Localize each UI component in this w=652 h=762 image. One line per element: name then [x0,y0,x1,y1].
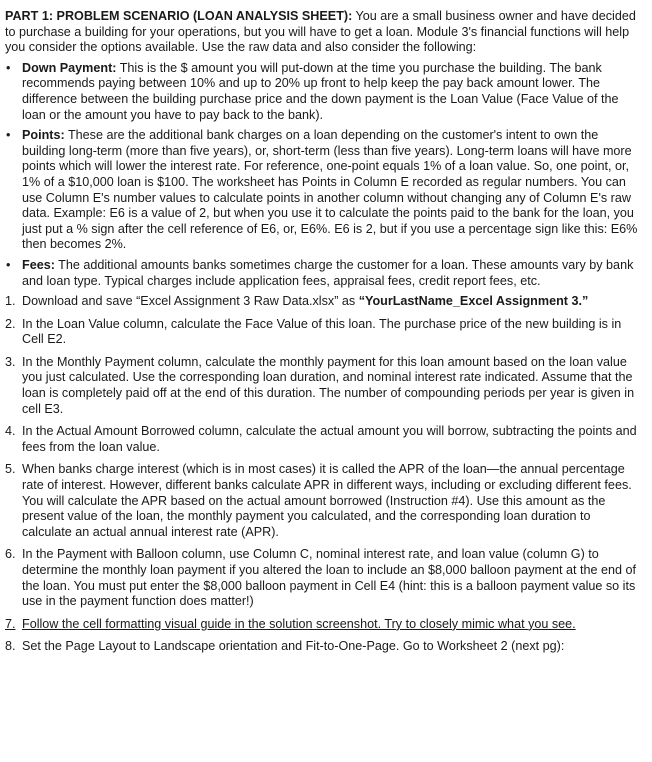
step-7 [5,617,642,633]
step-3 [5,355,642,417]
bullet-points [5,128,642,253]
bullet-fees [5,258,642,289]
step-5 [5,462,642,540]
bullet-icon: • [6,60,11,75]
step-number: 3. [5,354,16,369]
bullet-term: Fees: [22,257,55,272]
bullet-term: Down Payment: [22,60,117,75]
step-text: Download and save “Excel Assignment 3 Raw Data.xlsx” as [22,294,359,309]
bullet-text: The additional amounts banks sometimes charge the customer for a loan. These amounts vary by bank and loan type. Typical charges include application fees, appraisal fees, credit report fees, etc. [22,257,634,288]
step-6 [5,547,642,609]
definition-list [5,61,642,289]
intro-paragraph [5,9,642,56]
step-number: 7. [5,616,16,631]
instruction-list [5,294,642,655]
step-text: In the Actual Amount Borrowed column, calculate the actual amount you will borrow, subtracting the points and fees from the loan value. [22,424,637,454]
step-number: 2. [5,316,16,331]
step-text: Follow the cell formatting visual guide in the solution screenshot. Try to closely mimic what you see. [22,616,576,631]
step-text: In the Payment with Balloon column, use Column C, nominal interest rate, and loan value (column G) to determine the monthly loan payment if you altered the loan to include an $8,000 balloon payment at the end of the loan. You must put enter the $8,000 balloon payment in Cell E4 (hint: this is a balloon payment value so its use in the payment function does matter!) [22,547,637,609]
step-text: In the Monthly Payment column, calculate the monthly payment for this loan amount based on the loan value you just calculated. Use the corresponding loan duration, and nominal interest rate indicated. Assume that the loan is completely paid off at the end of this duration. The number of compounding periods per year is given in cell E3. [22,354,635,416]
step-4 [5,424,642,455]
bullet-icon: • [6,128,11,143]
bullet-term: Points: [22,128,65,143]
step-text: In the Loan Value column, calculate the Face Value of this loan. The purchase price of the new building is in Cell E2. [22,316,622,347]
step-number: 4. [5,424,16,439]
step-2 [5,317,642,348]
step-number: 8. [5,639,16,654]
intro-text: You are a small business owner and have decided to purchase a building for your operations, but you will have to get a loan. Module 3's financial functions will help you consider the options available. Use the raw data and also consider the following: [5,9,636,55]
bullet-text: This is the $ amount you will put-down at the time you purchase the building. The bank recommends paying between 10% and up to 20% up front to help keep the pay back amount lower. The difference between the building purchase price and the down payment is the Loan Value (Face Value of the loan or the amount you have to pay back to the bank). [22,60,619,122]
step-filename: “YourLastName_Excel Assignment 3.” [358,294,589,309]
bullet-text: These are the additional bank charges on a loan depending on the customer's intent to own the building long-term (more than five years), or, short-term (less than five years). Long-term loans will have more points which will lower the interest rate. For reference, one-point equals 1% of a loan value. So, one point, or, 1% of a $10,000 loan is $100. The worksheet has Points in Column E recorded as regular numbers. You can use Column E's number values to calculate points in another column without changing any of Column E's raw data. Example: E6 is a value of 2, but when you use it to calculate the points paid to the bank for the loan, you just put a % sign after the cell reference of E6, or, E6%. E6 is 2, but if you use a percentage sign like this: E6% then becomes 2%. [22,128,638,252]
step-number: 5. [5,462,16,477]
bullet-icon: • [6,257,11,272]
step-text: When banks charge interest (which is in most cases) it is called the APR of the loan—the annual percentage rate of interest. However, different banks calculate APR in different ways, including or excluding different fees. You will calculate the APR based on the actual amount borrowed (Instruction #4). Use this amount as the present value of the loan, the monthly payment you calculated, and the corresponding loan duration to calculate an actual annual interest rate (APR). [22,462,632,539]
step-8 [5,639,642,655]
step-1 [5,294,642,310]
step-number: 1. [5,294,16,309]
bullet-down-payment [5,61,642,123]
section-title: PART 1: PROBLEM SCENARIO (LOAN ANALYSIS SHEET): [5,9,353,23]
step-number: 6. [5,547,16,562]
step-text: Set the Page Layout to Landscape orientation and Fit-to-One-Page. Go to Worksheet 2 (next pg): [22,639,565,654]
